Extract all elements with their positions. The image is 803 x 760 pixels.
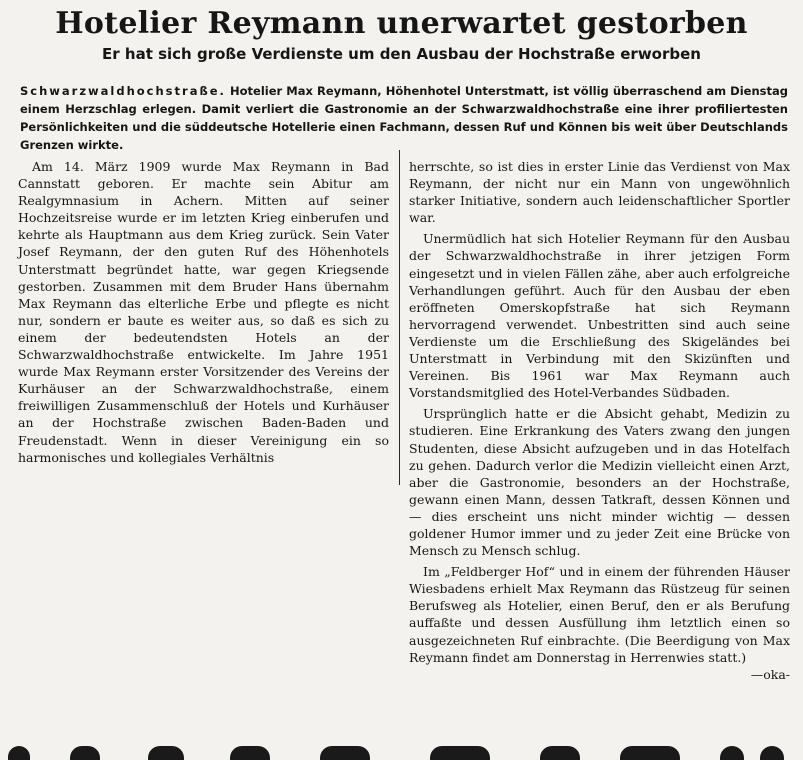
dateline: Schwarzwaldhochstraße.	[20, 84, 226, 98]
article-column-1	[18, 158, 389, 466]
lead-paragraph	[20, 82, 788, 154]
article-column-2	[409, 158, 790, 683]
column2-paragraph-4	[409, 563, 790, 682]
column2-paragraph-1: herrschte, so ist dies in erster Linie das Verdienst von Max Reymann, der nicht nur ein Mann von ungewöhnlich starker Initiative, sondern auch leidenschaftlicher Sportler war.	[409, 159, 790, 226]
column2-paragraph-4-text: Im „Feldberger Hof“ und in einem der führenden Häuser Wiesbadens erhielt Max Reymann das Rüstzeug für seinen Berufsweg als Hotelier, einen Beruf, den er als Berufung auffaßte und dessen Ausfüllung ihm letztlich einen so ausgezeichneten Ruf einbrachte. (Die Beerdigung von Max Reymann findet am Donnerstag in Herrenwies statt.)	[409, 564, 790, 665]
author-signature: —oka-	[750, 666, 790, 682]
lead-text: Hotelier Max Reymann, Höhenhotel Unterstmatt, ist völlig überraschend am Dienstag einem Herzschlag erlegen. Damit verliert die Gastronomie an der Schwarzwaldhochstraße eine ihrer profiliertesten Persönlichkeiten und die süddeutsche Hotellerie einen Fachmann, dessen Ruf und Können bis weit über Deutschlands Grenzen wirkte.	[20, 84, 788, 152]
column1-paragraph: Am 14. März 1909 wurde Max Reymann in Bad Cannstatt geboren. Er machte sein Abitur am Realgymnasium in Achern. Mitten auf seiner Hochzeitsreise wurde er im letzten Krieg einberufen und kehrte als Hauptmann aus dem Krieg zurück. Sein Vater Josef Reymann, der den guten Ruf des Höhenhotels Unterstmatt begründet hatte, war gegen Kriegsende gestorben. Zusammen mit dem Bruder Hans übernahm Max Reymann das elterliche Erbe und pflegte es nicht nur, sondern er baute es weiter aus, so daß es sich zu einem der bedeutendsten Hotels an der Schwarzwaldhochstraße entwickelte. Im Jahre 1951 wurde Max Reymann erster Vorsitzender des Vereins der Kurhäuser an der Schwarzwaldhochstraße, einem freiwilligen Zusammenschluß der Hotels und Kurhäuser an der Hochstraße zwischen Baden-Baden und Freudenstadt. Wenn in dieser Vereinigung ein so harmonisches und kollegiales Verhältnis	[18, 159, 389, 465]
column-divider	[399, 150, 400, 485]
column2-paragraph-3: Ursprünglich hatte er die Absicht gehabt, Medizin zu studieren. Eine Erkrankung des Vaters zwang den jungen Studenten, diese Absicht aufzugeben und in das Hotelfach zu gehen. Dadurch verlor die Medizin vielleicht einen Arzt, aber die Gastronomie, besonders an der Hochstraße, gewann einen Mann, dessen Tatkraft, dessen Können und — dies erscheint uns nicht minder wichtig — dessen goldener Humor immer und zu jeder Zeit eine Brücke von Mensch zu Mensch schlug.	[409, 406, 790, 559]
next-headline-fragment	[0, 744, 803, 760]
subheadline: Er hat sich große Verdienste um den Ausbau der Hochstraße erworben	[102, 45, 701, 63]
column2-paragraph-2: Unermüdlich hat sich Hotelier Reymann für den Ausbau der Schwarzwaldhochstraße in ihrer jetzigen Form eingesetzt und in vielen Fällen zähe, aber auch erfolgreiche Verhandlungen geführt. Auch für den Ausbau der eben eröffneten Omerskopfstraße hat sich Reymann hervorragend verwendet. Unbestritten sind auch seine Verdienste um die Erschließung des Skigeländes bei Unterstmatt in Verbindung mit den Skizünften und Vereinen. Bis 1961 war Max Reymann auch Vorstandsmitglied des Hotel-Verbandes Südbaden.	[409, 231, 790, 401]
headline: Hotelier Reymann unerwartet gestorben	[55, 6, 748, 41]
